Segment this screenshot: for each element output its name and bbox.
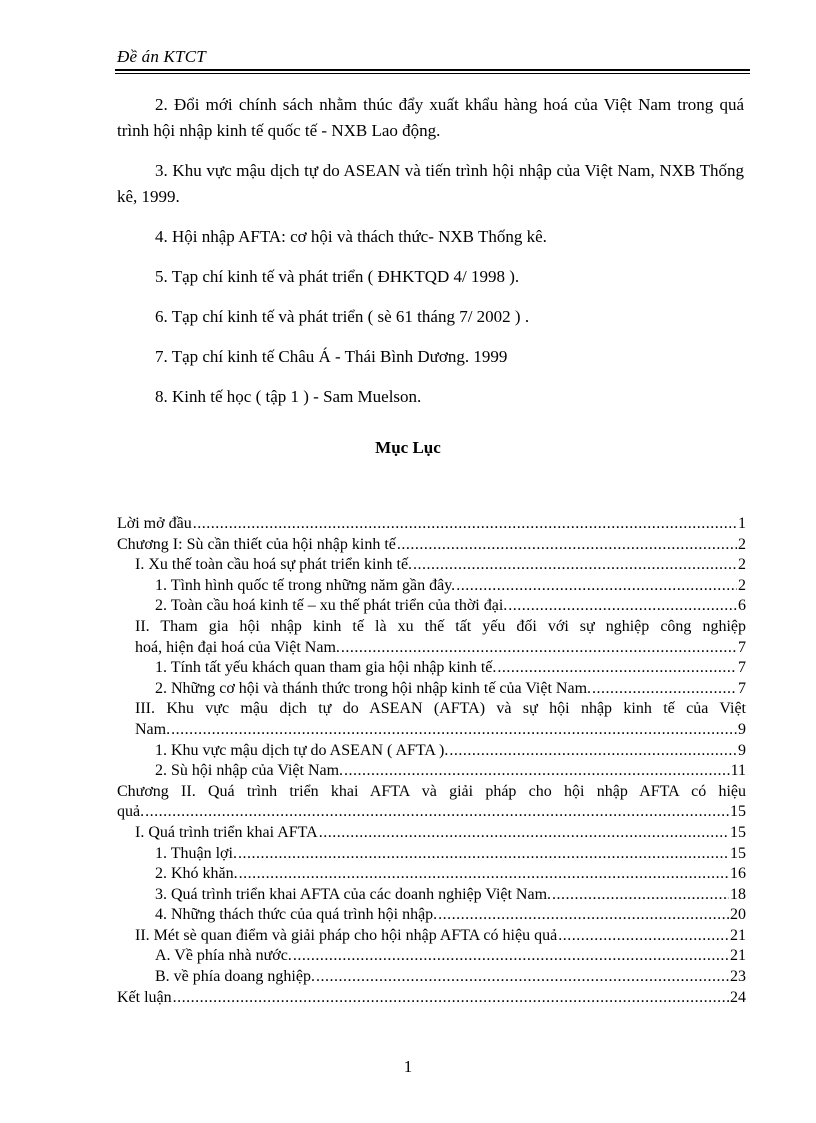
toc-entry[interactable] [117,905,746,926]
toc-entry-page: 9 [738,741,746,759]
toc-leader-dots [145,802,729,823]
toc-entry-label: Chương II. Quá trình triển khai AFTA và giải pháp cho hội nhập AFTA có hiệu [117,782,746,800]
toc-entry-label: A. Về phía nhà nước. [155,947,292,965]
toc-entry-page: 6 [738,597,746,615]
toc-entry-label: I. Xu thế toàn cầu hoá sự phát triển kinh tế. [135,556,413,574]
toc-leader-dots [293,946,729,967]
table-of-contents [117,514,746,1008]
toc-entry-label: 4. Những thách thức của quá trình hội nhập. [155,906,438,924]
toc-entry-label: 1. Tình hình quốc tế trong những năm gần đây. [155,576,456,594]
toc-entry-page: 24 [730,988,746,1006]
toc-entry[interactable] [117,926,746,947]
toc-entry[interactable] [117,555,746,576]
toc-entry[interactable] [117,617,746,658]
toc-entry[interactable] [117,514,746,535]
toc-entry[interactable] [117,699,746,740]
toc-leader-dots [558,926,729,947]
toc-entry-page: 1 [738,515,746,532]
toc-entry[interactable] [117,741,746,762]
toc-entry-page: 20 [730,906,746,924]
toc-leader-dots [508,596,737,617]
toc-entry-page: 21 [730,947,746,965]
toc-entry-page: 15 [730,803,746,821]
reference-list [117,92,744,424]
toc-entry-page: 21 [730,926,746,944]
toc-leader-dots [239,864,729,885]
toc-entry-page: 23 [730,968,746,986]
toc-entry-label: B. về phía doang nghiệp. [155,968,315,986]
toc-entry[interactable] [117,658,746,679]
toc-entry-page: 16 [730,865,746,883]
toc-leader-dots [193,514,737,535]
toc-entry[interactable] [117,823,746,844]
header-rule-thick [115,69,750,71]
toc-entry-label: I. Quá trình triển khai AFTA [135,823,318,841]
toc-entry[interactable] [117,844,746,865]
toc-entry-label: Lời mở đầu [117,515,192,532]
toc-entry-label: III. Khu vực mậu dịch tự do ASEAN (AFTA) và sự hội nhập kinh tế của Việt [135,700,746,718]
toc-entry[interactable] [117,596,746,617]
toc-entry-label: II. Tham gia hội nhập kinh tế là xu thế tất yếu đối với sự nghiệp công nghiệp [135,617,746,635]
toc-entry-label: Chương I: Sù cần thiết của hội nhập kinh tế [117,535,396,553]
toc-leader-dots [497,658,737,679]
toc-leader-dots [552,885,729,906]
reference-item: 4. Hội nhập AFTA: cơ hội và thách thức- NXB Thống kê. [155,227,547,246]
toc-entry-label: 1. Tính tất yếu khách quan tham gia hội nhập kinh tế. [155,659,497,677]
toc-entry-page: 15 [730,823,746,841]
reference-item: 5. Tạp chí kinh tế và phát triển ( ĐHKTQD 4/ 1998 ). [155,267,520,286]
reference-item: 7. Tạp chí kinh tế Châu Á - Thái Bình Dương. 1999 [155,347,508,366]
toc-leader-dots [238,844,729,865]
toc-entry[interactable] [117,535,746,556]
toc-leader-dots [173,988,729,1009]
toc-leader-dots [341,638,737,659]
toc-entry-label: 2. Sù hội nhập của Việt Nam. [155,762,344,780]
running-header: Đề án KTCT [117,47,206,66]
reference-item: 8. Kinh tế học ( tập 1 ) - Sam Muelson. [155,387,422,406]
toc-entry-label: II. Mét sè quan điểm và giải pháp cho hội nhập AFTA có hiệu quả [135,926,558,944]
toc-leader-dots [449,741,737,762]
toc-entry[interactable] [117,988,746,1009]
toc-leader-dots [456,576,737,597]
toc-entry-label-continued: quả. [117,803,145,821]
toc-entry-label: 2. Những cơ hội và thánh thức trong hội nhập kinh tế của Việt Nam. [155,679,592,697]
toc-entry-label: Kết luận [117,988,172,1006]
toc-entry[interactable] [117,967,746,988]
reference-item: 3. Khu vực mậu dịch tự do ASEAN và tiến trình hội nhập của Việt Nam, NXB Thống kê, 1999. [117,161,744,206]
toc-entry-label-continued: hoá, hiện đại hoá của Việt Nam. [135,638,340,656]
toc-leader-dots [592,679,737,700]
toc-entry[interactable] [117,864,746,885]
toc-entry[interactable] [117,679,746,700]
toc-entry-page: 2 [738,556,746,574]
toc-title: Mục Lục [375,438,441,457]
toc-entry-label: 2. Toàn cầu hoá kinh tế – xu thế phát triển của thời đại. [155,597,508,615]
toc-entry-page: 2 [738,535,746,553]
toc-entry-label: 1. Khu vực mậu dịch tự do ASEAN ( AFTA ). [155,741,449,759]
toc-entry-label: 2. Khó khăn. [155,865,238,883]
toc-entry-page: 11 [730,762,746,780]
toc-entry[interactable] [117,946,746,967]
toc-entry-page: 18 [730,885,746,903]
header-rule-thin [115,73,750,74]
toc-leader-dots [316,967,729,988]
toc-entry[interactable] [117,885,746,906]
toc-entry-label: 1. Thuận lợi. [155,844,237,862]
toc-leader-dots [344,761,730,782]
toc-leader-dots [319,823,729,844]
toc-leader-dots [413,555,737,576]
toc-entry-label: 3. Quá trình triển khai AFTA của các doanh nghiệp Việt Nam. [155,885,552,903]
reference-item: 2. Đổi mới chính sách nhằm thúc đẩy xuất khẩu hàng hoá của Việt Nam trong quá trình hội nhập kinh tế quốc tế - NXB Lao động. [117,95,744,140]
toc-leader-dots [397,535,737,556]
toc-entry-page: 15 [730,844,746,862]
toc-leader-dots [171,720,737,741]
toc-entry-label-continued: Nam. [135,720,171,738]
toc-entry-page: 7 [738,679,746,697]
toc-entry-page: 2 [738,576,746,594]
toc-entry-page: 9 [738,720,746,738]
toc-leader-dots [438,905,729,926]
reference-item: 6. Tạp chí kinh tế và phát triển ( sè 61 tháng 7/ 2002 ) . [155,307,530,326]
toc-entry[interactable] [117,761,746,782]
toc-entry[interactable] [117,576,746,597]
toc-entry-page: 7 [738,638,746,656]
page-number: 1 [403,1057,413,1076]
toc-entry[interactable] [117,782,746,823]
toc-entry-page: 7 [738,659,746,677]
